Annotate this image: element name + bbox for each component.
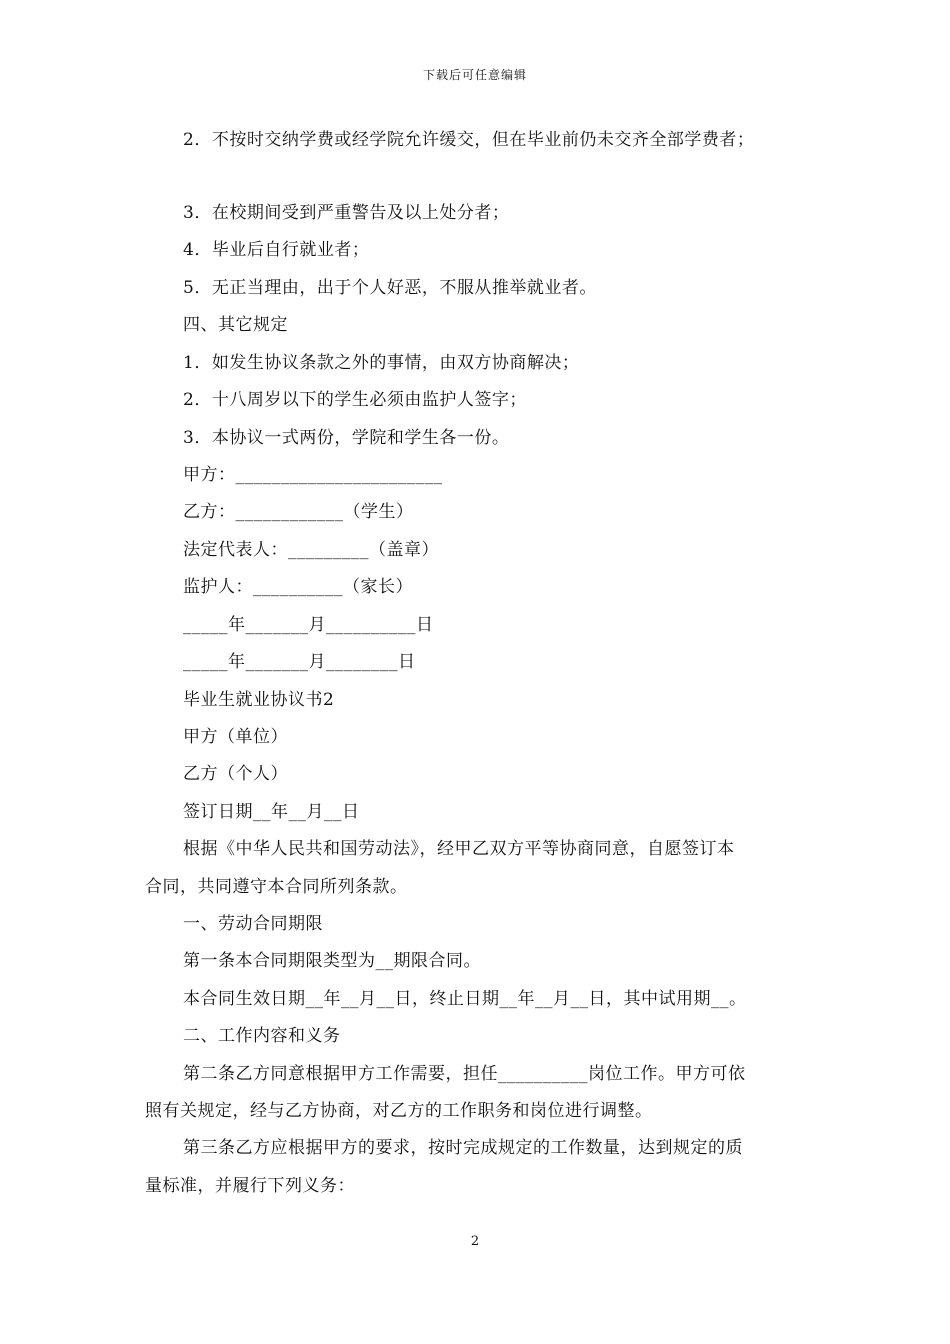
paragraph-line: 根据《中华人民共和国劳动法》，经甲乙双方平等协商同意，自愿签订本 [183, 839, 735, 859]
paragraph-line: 第三条乙方应根据甲方的要求，按时完成规定的工作数量，达到规定的质 [183, 1138, 743, 1158]
text-line: 本合同生效日期__年__月__日，终止日期__年__月__日，其中试用期__。 [183, 989, 747, 1009]
text-line: 甲方（单位） [183, 727, 288, 747]
text-line: 2．不按时交纳学费或经学院允许缓交，但在毕业前仍未交齐全部学费者； [183, 130, 755, 150]
text-line: 4．毕业后自行就业者； [183, 240, 370, 260]
paragraph-line: 照有关规定，经与乙方协商，对乙方的工作职务和岗位进行调整。 [145, 1101, 653, 1121]
section-heading: 一、劳动合同期限 [183, 914, 323, 934]
text-line: 3．本协议一式两份，学院和学生各一份。 [183, 428, 510, 448]
text-line: 3．在校期间受到严重警告及以上处分者； [183, 203, 510, 223]
text-line: 1．如发生协议条款之外的事情，由双方协商解决； [183, 353, 580, 373]
paragraph-line: 量标准，并履行下列义务： [145, 1176, 355, 1196]
text-line: 2．十八周岁以下的学生必须由监护人签字； [183, 390, 527, 410]
signature-field-representative: 法定代表人：_________（盖章） [183, 540, 439, 560]
date-field: _____年_______月________日 [183, 652, 416, 672]
section-heading: 四、其它规定 [183, 315, 288, 335]
page-number: 2 [470, 1234, 480, 1249]
paragraph-line: 合同，共同遵守本合同所列条款。 [145, 877, 408, 897]
signature-field-party-a: 甲方：_______________________ [183, 465, 443, 485]
date-field: _____年_______月__________日 [183, 615, 434, 635]
document-title: 毕业生就业协议书2 [183, 690, 335, 710]
text-line: 第一条本合同期限类型为__期限合同。 [183, 951, 481, 971]
section-heading: 二、工作内容和义务 [183, 1026, 341, 1046]
paragraph-line: 第二条乙方同意根据甲方工作需要，担任__________岗位工作。甲方可依 [183, 1064, 746, 1084]
text-line: 5．无正当理由，出于个人好恶，不服从推举就业者。 [183, 278, 597, 298]
page-header: 下载后可任意编辑 [422, 68, 527, 82]
signature-field-guardian: 监护人：__________（家长） [183, 577, 413, 597]
text-line: 签订日期__年__月__日 [183, 802, 360, 822]
text-line: 乙方（个人） [183, 764, 288, 784]
signature-field-party-b: 乙方：____________（学生） [183, 502, 414, 522]
